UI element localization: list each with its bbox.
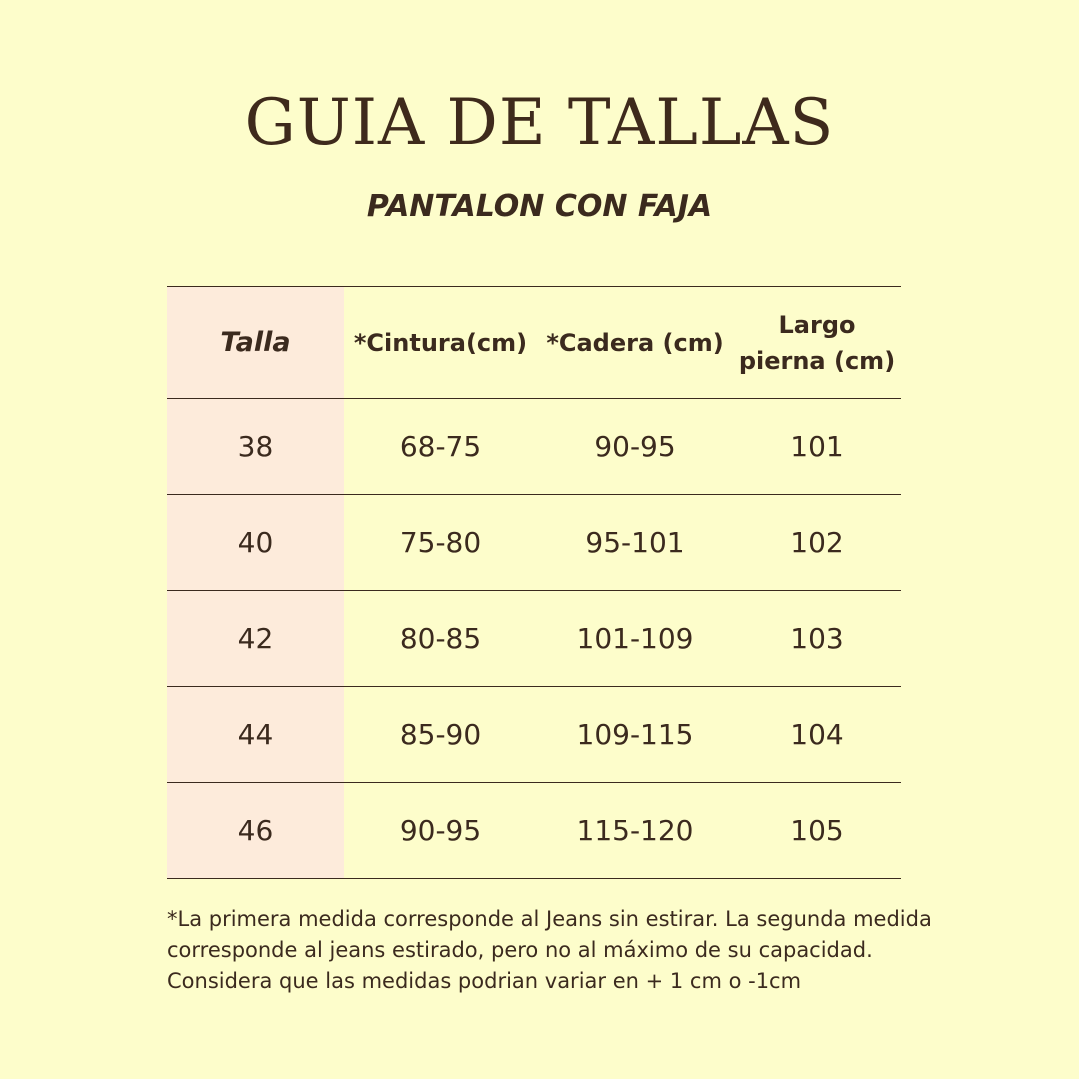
footnote-line: Considera que las medidas podrian variar en + 1 cm o -1cm [167,969,802,993]
cell-largo-pierna: 101 [790,430,844,463]
page-title: GUIA DE TALLAS [244,86,835,160]
size-table [167,286,901,879]
table-row [167,783,901,879]
footnote-line: corresponde al jeans estirado, pero no al máximo de su capacidad. [167,938,873,962]
cell-cintura: 75-80 [399,526,482,559]
cell-cadera: 115-120 [576,814,694,847]
header-cadera: *Cadera (cm) [546,328,724,357]
cell-talla: 44 [167,687,344,782]
footnote-line: *La primera medida corresponde al Jeans sin estirar. La segunda medida [167,907,932,931]
cell-largo-pierna: 105 [790,814,844,847]
table-row [167,687,901,783]
header-largo-pierna: Largo pierna (cm) [738,310,896,375]
cell-largo-pierna: 104 [790,718,844,751]
cell-cintura: 90-95 [399,814,482,847]
cell-cintura: 85-90 [399,718,482,751]
page-subtitle: PANTALON CON FAJA [366,189,713,224]
cell-cadera: 90-95 [594,430,676,463]
cell-cadera: 95-101 [585,526,685,559]
table-row [167,495,901,591]
footnote [167,904,1047,997]
cell-largo-pierna: 102 [790,526,844,559]
cell-talla: 46 [167,783,344,878]
table-row [167,591,901,687]
table-header-row [167,286,901,399]
cell-talla: 42 [167,591,344,686]
cell-cintura: 80-85 [399,622,482,655]
table-row [167,399,901,495]
cell-cintura: 68-75 [399,430,482,463]
cell-talla: 38 [167,399,344,494]
cell-talla: 40 [167,495,344,590]
cell-largo-pierna: 103 [790,622,844,655]
header-talla: Talla [167,287,344,398]
cell-cadera: 109-115 [576,718,694,751]
cell-cadera: 101-109 [576,622,694,655]
header-cintura: *Cintura(cm) [353,328,528,357]
